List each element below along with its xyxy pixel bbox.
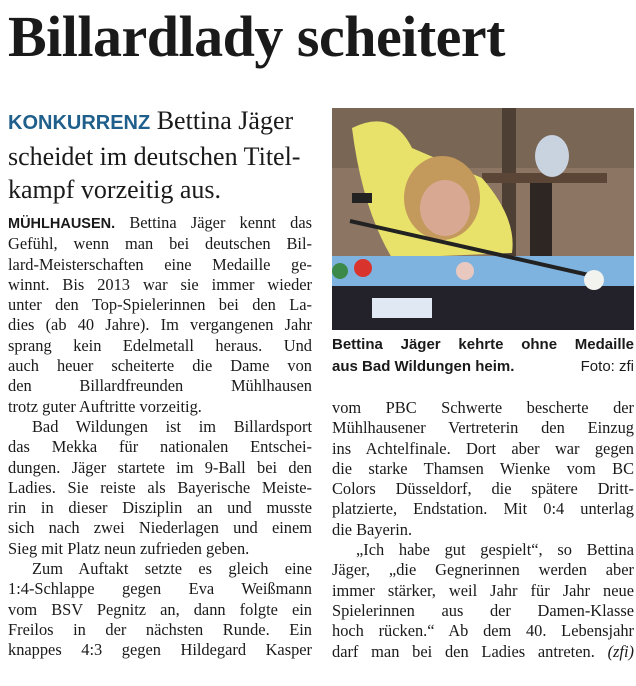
line-text: hoch rücken.“ Ab dem 40. Lebensjahr: [332, 621, 634, 641]
article-line: [332, 398, 634, 418]
article-line: [8, 356, 312, 376]
line-text: Colors Düsseldorf, die spätere Dritt-: [332, 479, 634, 499]
kicker: [8, 104, 308, 206]
article-line: [8, 640, 312, 660]
article-line: [332, 439, 634, 459]
line-text: sprang kein Edelmetall heraus. Und: [8, 335, 312, 355]
kicker-line: kampf vorzeitig aus.: [8, 175, 221, 204]
article-line: [8, 579, 312, 599]
kicker-line: scheidet im deutschen Titel-: [8, 142, 301, 171]
article-line: [8, 417, 312, 437]
caption-line: aus Bad Wildungen heim.: [332, 358, 515, 375]
line-text: Zum Auftakt setzte es gleich eine: [32, 559, 312, 579]
line-text: trotz guter Auftritte vorzeitig.: [8, 396, 202, 416]
dateline: MÜHLHAUSEN.: [8, 216, 116, 232]
article-line: [332, 499, 634, 519]
article-line: [8, 437, 312, 457]
line-text: rin in dieser Disziplin an und musste: [8, 498, 312, 518]
line-text: winnt. Bis 2013 war sie immer wieder: [8, 274, 312, 294]
line-text: vom PBC Schwerte bescherte der: [332, 398, 634, 417]
article-line: [8, 213, 312, 234]
article-line: [332, 642, 634, 662]
article-line: [8, 539, 312, 559]
article-line: [8, 275, 312, 295]
line-text: „Ich habe gut gespielt“, so Bettina: [356, 540, 634, 560]
article-line: [332, 540, 634, 560]
article-line: [332, 459, 634, 479]
article-line: [332, 520, 634, 540]
article-photo: [332, 108, 634, 330]
photo-caption: [332, 334, 634, 378]
article-line: [8, 458, 312, 478]
article-column-right: [332, 398, 634, 662]
line-text: 1:4-Schlappe gegen Eva Weißmann: [8, 579, 312, 599]
article-column-left: [8, 213, 312, 661]
line-text: das Mekka für nationalen Entschei-: [8, 437, 312, 457]
line-text: knappes 4:3 gegen Hildegard Kasper: [8, 640, 312, 660]
line-text: immer stärker, weil Jahr für Jahr neue: [332, 580, 634, 600]
article-line: [8, 255, 312, 275]
article-line: [8, 315, 312, 335]
line-text: Bettina Jäger kennt das: [129, 213, 312, 232]
line-text: Sieg mit Platz neun zufrieden geben.: [8, 538, 250, 558]
line-text: Bad Wildungen ist im Billardsport: [32, 416, 312, 436]
article-line: [332, 418, 634, 438]
article-line: [8, 295, 312, 315]
line-text: den Billardfreunden Mühlhausen: [8, 376, 312, 396]
headline: Billardlady scheitert: [8, 4, 505, 69]
line-text: platzierte, Endstation. Mit 0:4 unterlag: [332, 499, 634, 519]
article-line: [8, 397, 312, 417]
article-line: [332, 479, 634, 499]
article-line: [332, 621, 634, 641]
article-line: [332, 581, 634, 601]
line-text: Ladies. Sie reiste als Bayerische Meiste-: [8, 477, 312, 497]
line-text: Spielerinnen aus der Damen-Klasse: [332, 600, 634, 620]
article-line: [8, 559, 312, 579]
line-text: sich nach zwei Niederlagen und einem: [8, 518, 312, 538]
line-text: Freilos in der nächsten Runde. Ein: [8, 619, 312, 639]
line-text: Gefühl, wenn man bei deutschen Bil-: [8, 234, 312, 254]
line-text: die Bayerin.: [332, 519, 413, 539]
article-line: [8, 620, 312, 640]
line-text: ins Achtelfinale. Dort aber war gegen: [332, 438, 634, 458]
article-line: [8, 600, 312, 620]
article-line: [8, 376, 312, 396]
line-text: die starke Thamsen Wienke vom BC: [332, 458, 634, 478]
line-text: Jäger, „die Gegnerinnen werden aber: [332, 560, 634, 580]
article-line: [8, 518, 312, 538]
article-line: [332, 601, 634, 621]
line-text: auch heuer scheiterte die Dame von: [8, 356, 312, 376]
article-line: [332, 560, 634, 580]
author-signature: (zfi): [607, 641, 634, 661]
article-line: [8, 478, 312, 498]
line-text: lard-Meisterschaften eine Medaille ge-: [8, 254, 312, 274]
line-text: vom BSV Pegnitz an, dann folgte ein: [8, 599, 312, 619]
line-text: Mühlhausener Vertreterin den Einzug: [332, 418, 634, 438]
article-line: [8, 336, 312, 356]
caption-line: Bettina Jäger kehrte ohne Medaille: [332, 336, 634, 353]
kicker-keyword: KONKURRENZ: [8, 112, 151, 134]
line-text: darf man bei den Ladies antreten.: [332, 641, 595, 661]
line-text: dungen. Jäger startete im 9-Ball bei den: [8, 457, 312, 477]
kicker-line: Bettina Jäger: [156, 106, 294, 135]
line-text: dies (ab 40 Jahre). Im vergangenen Jahr: [8, 315, 312, 335]
photo-credit: Foto: zfi: [580, 358, 634, 375]
article-line: [8, 234, 312, 254]
line-text: unter den Top-Spielerinnen bei den La-: [8, 295, 312, 315]
article-line: [8, 498, 312, 518]
